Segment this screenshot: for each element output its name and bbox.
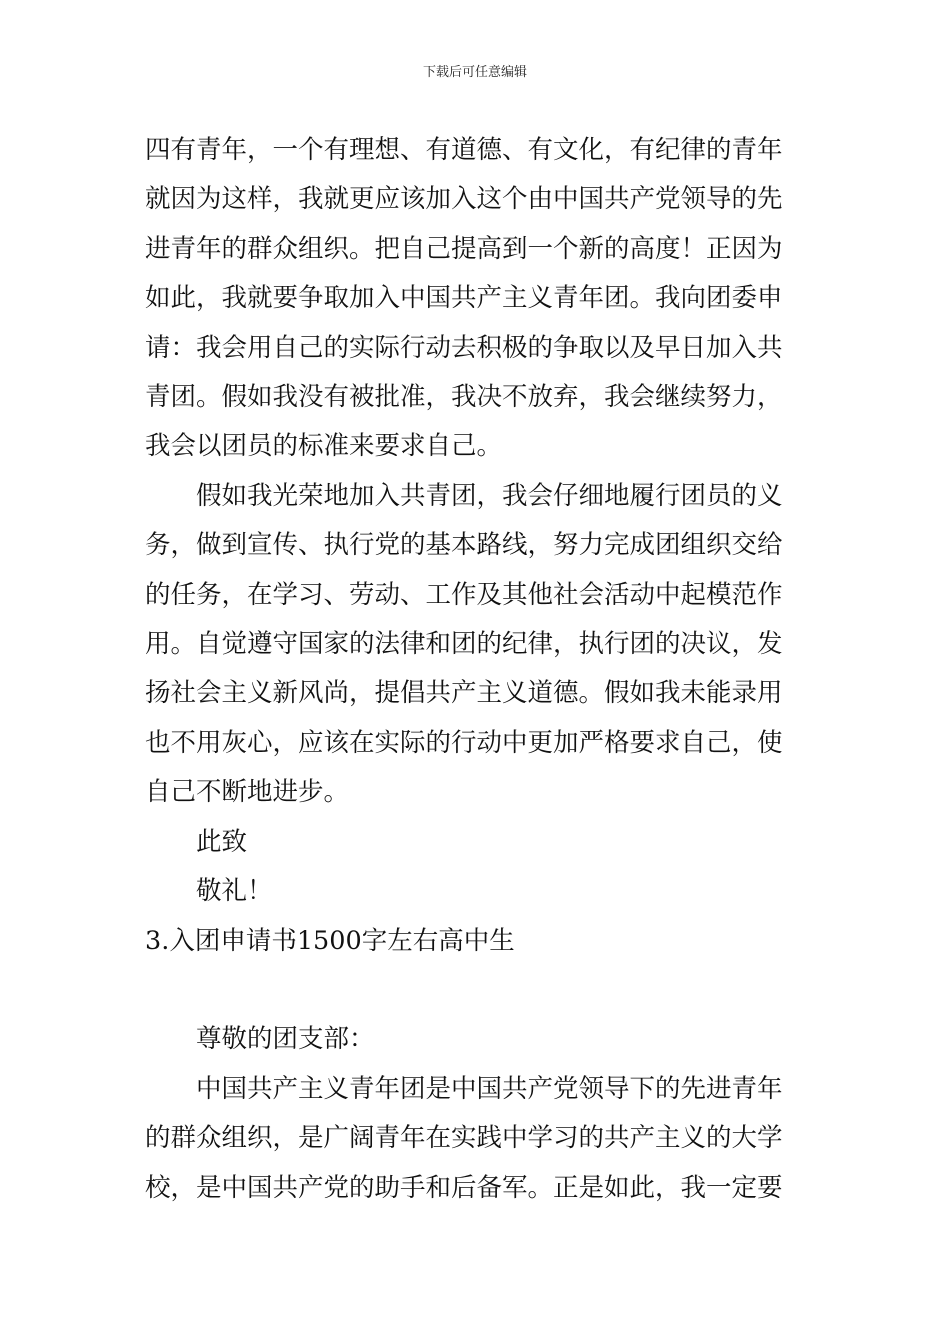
section-title: 3.入团申请书1500字左右高中生: [145, 925, 515, 956]
text-line: 自己不断地进步。: [145, 777, 350, 808]
text-line: 青团。假如我没有被批准，我决不放弃，我会继续努力，: [145, 382, 783, 413]
text-line: 请：我会用自己的实际行动去积极的争取以及早日加入共: [145, 332, 783, 363]
text-line: 进青年的群众组织。把自己提高到一个新的高度！正因为: [145, 233, 783, 264]
text-line: 的任务，在学习、劳动、工作及其他社会活动中起模范作: [145, 579, 783, 610]
document-body: [145, 126, 813, 1213]
closing-regards: [145, 867, 813, 916]
paragraph-2: [145, 472, 813, 818]
text-line: 敬礼！: [196, 876, 273, 907]
text-line: 我会以团员的标准来要求自己。: [145, 431, 503, 462]
blank-line: [145, 966, 813, 1015]
section-heading: [145, 917, 813, 966]
text-line: 也不用灰心，应该在实际的行动中更加严格要求自己，使: [145, 727, 783, 758]
text-line: 尊敬的团支部：: [196, 1024, 375, 1055]
text-line: 就因为这样，我就更应该加入这个由中国共产党领导的先: [145, 184, 783, 215]
text-line: 四有青年，一个有理想、有道德、有文化，有纪律的青年: [145, 135, 783, 165]
text-line: 校，是中国共产党的助手和后备军。正是如此，我一定要: [145, 1172, 783, 1203]
page-header: 下载后可任意编辑: [422, 65, 527, 80]
text-line: 此致: [196, 826, 248, 857]
text-line: 假如我光荣地加入共青团，我会仔细地履行团员的义: [196, 480, 783, 511]
paragraph-3: [145, 1065, 813, 1213]
greeting: [145, 1015, 813, 1064]
paragraph-1: [145, 126, 813, 472]
text-line: 如此，我就要争取加入中国共产主义青年团。我向团委申: [145, 283, 783, 314]
closing-salutation: [145, 818, 813, 867]
text-line: 务，做到宣传、执行党的基本路线，努力完成团组织交给: [145, 530, 783, 561]
text-line: 中国共产主义青年团是中国共产党领导下的先进青年: [196, 1073, 783, 1104]
text-line: 用。自觉遵守国家的法律和团的纪律，执行团的决议，发: [145, 629, 783, 660]
text-line: 扬社会主义新风尚，提倡共产主义道德。假如我未能录用: [145, 678, 783, 709]
text-line: 的群众组织，是广阔青年在实践中学习的共产主义的大学: [145, 1123, 783, 1154]
